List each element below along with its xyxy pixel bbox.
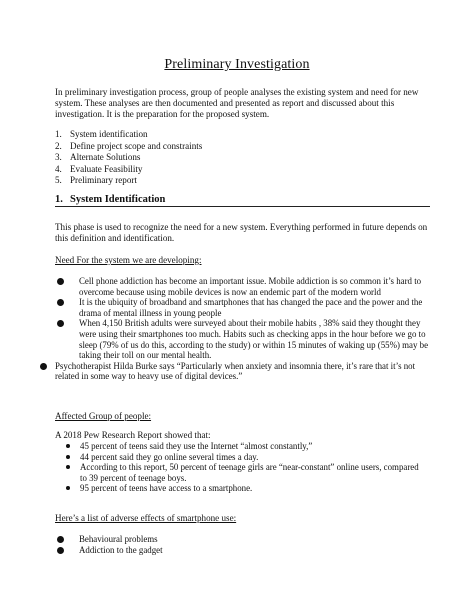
list-item: Behavioural problems [57,534,433,545]
list-item: 44 percent said they go online several times a day. [63,452,423,463]
bullet-icon [66,486,70,490]
section-heading: 1. System Identification [55,194,430,207]
intro-paragraph: In preliminary investigation process, group of people analyses the existing system and need for new system. These analyses are then documented and presented as report and discussed about this investigation. It is the preparation for the proposed system. [55,87,419,120]
phase-paragraph: This phase is used to recognize the need for a new system. Everything performed in future depends on this definition and identification. [55,222,428,244]
bullet-icon [57,299,64,306]
bullet-icon [57,278,64,285]
list-item: When 4,150 British adults were surveyed about their mobile habits , 38% said they thought they were using their smartphones too much. Habits such as checking apps in the hour before we go to sleep (79% of us do this, according to the study) or within 15 minutes of waking up (55%) may be taking their toll on our mental health. [57,318,433,360]
document-title: Preliminary Investigation [164,57,310,72]
step-item: 4. Evaluate Feasibility [55,163,143,174]
bullet-icon [40,363,47,370]
bullet-icon [57,320,64,327]
adverse-heading: Here’s a list of adverse effects of smartphone use: [55,513,237,523]
list-item: Cell phone addiction has become an important issue. Mobile addiction is so common it’s hard to overcome because using mobile devices is now an endemic part of the modern world [57,276,433,297]
step-item: 5. Preliminary report [55,175,137,186]
bullet-icon [57,536,64,543]
affected-heading: Affected Group of people: [55,411,152,421]
step-item: 2. Define project scope and constraints [55,140,203,151]
bullet-icon [57,547,64,554]
list-item: According to this report, 50 percent of teenage girls are “near-constant” online users, compared to 39 percent of teenage boys. [63,462,423,483]
step-item: 1. System identification [55,129,148,139]
list-item: It is the ubiquity of broadband and smartphones that has changed the pace and the power and the drama of mental illness in young people [57,297,433,318]
adverse-list [57,534,433,555]
bullet-icon [66,444,70,448]
list-item: Psychotherapist Hilda Burke says “Particularly when anxiety and insomnia there, it’s rare that it’s not related in some way to heavy use of digital devices.” [35,361,433,382]
bullet-icon [66,455,70,459]
step-item: 3. Alternate Solutions [55,152,141,163]
steps-list [55,129,202,187]
pew-intro: A 2018 Pew Research Report showed that: [55,430,211,440]
bullet-icon [66,465,70,469]
pew-list [63,441,423,494]
need-heading: Need For the system we are developing: [55,255,202,265]
list-item: Addiction to the gadget [57,545,433,556]
need-list [57,276,433,382]
list-item: 95 percent of teens have access to a smartphone. [63,483,423,494]
list-item: 45 percent of teens said they use the Internet “almost constantly,” [63,441,423,452]
